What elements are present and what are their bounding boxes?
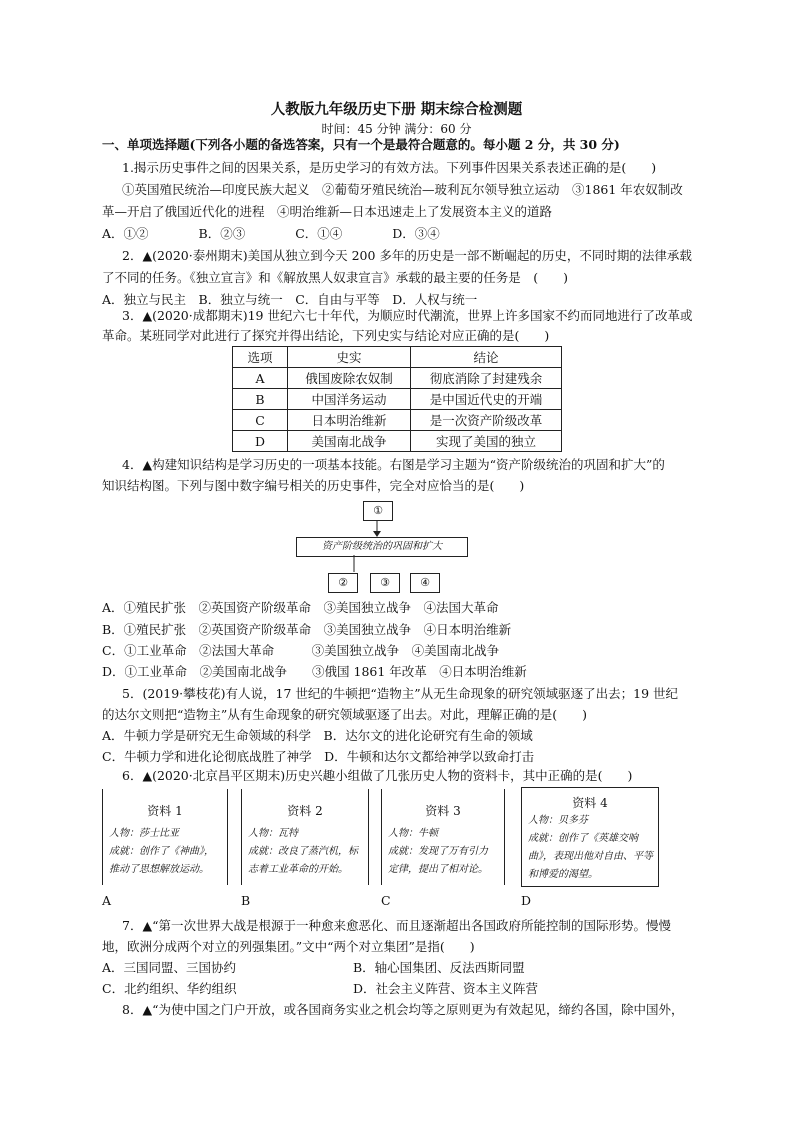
q3-line2: 革命。某班同学对此进行了探究并得出结论，下列史实与结论对应正确的是( ) — [102, 328, 550, 343]
card-line: 志着工业革命的开始。 — [248, 864, 348, 875]
card-line: 人物：莎士比亚 — [109, 828, 179, 839]
q8-stem: 8．▲“为使中国之门户开放，或各国商务实业之机会均等之原则更为有效起见，缔约各国，除中国外， — [122, 1002, 684, 1017]
q1-line3: 革—开启了俄国近代化的进程 ④明治维新—日本迅速走上了发展资本主义的道路 — [102, 204, 553, 219]
q1-options: A．①② B．②③ C．①④ D．③④ — [102, 226, 440, 241]
q4-stem: 4．▲构建知识结构是学习历史的一项基本技能。右图是学习主题为“资产阶级统治的巩固和扩大”的 — [122, 457, 665, 472]
table-cell: 美国南北战争 — [288, 431, 411, 452]
card-line: 成就：改良了蒸汽机，标 — [248, 846, 358, 857]
diagram-bottom-box: ④ — [410, 573, 440, 593]
table-cell: B — [233, 389, 288, 410]
table-cell: 彻底消除了封建残余 — [411, 368, 562, 389]
card-label: D — [521, 893, 532, 908]
card-title: 资料 3 — [425, 804, 461, 818]
card-line: 人物：牛顿 — [388, 828, 438, 839]
q7-option-d: D．社会主义阵营、资本主义阵营 — [353, 981, 539, 996]
card-line: 和博爱的渴望。 — [528, 869, 598, 880]
table-cell: 是中国近代史的开端 — [411, 389, 562, 410]
q3-stem: 3．▲(2020·成都期末)19 世纪六七十年代，为顺应时代潮流，世界上许多国家不约而同地进行了改革或 — [122, 308, 693, 323]
table-cell: 俄国废除农奴制 — [288, 368, 411, 389]
q4-option-a: A．①殖民扩张 ②英国资产阶级革命 ③美国独立战争 ④法国大革命 — [102, 600, 499, 615]
card-line: 推动了思想解放运动。 — [109, 864, 209, 875]
resource-card-3 — [381, 789, 505, 885]
card-line: 成就：创作了《英雄交响 — [528, 833, 638, 844]
table-header-cell: 结论 — [411, 347, 562, 368]
table-cell: C — [233, 410, 288, 431]
diagram-bottom-box: ② — [328, 573, 358, 593]
q2-line2: 了不同的任务。《独立宣言》和《解放黑人奴隶宣言》承载的最主要的任务是 ( ) — [102, 270, 569, 285]
q7-option-b: B．轴心国集团、反法西斯同盟 — [353, 960, 525, 975]
table-cell: A — [233, 368, 288, 389]
resource-card-2 — [241, 789, 369, 885]
section-heading: 一、单项选择题(下列各小题的备选答案，只有一个是最符合题意的。每小题 2 分，共 30 分) — [102, 137, 620, 152]
card-title: 资料 4 — [572, 796, 608, 810]
q4-option-c: C．①工业革命 ②法国大革命 ③美国独立战争 ④美国南北战争 — [102, 643, 500, 658]
q7-option-a: A．三国同盟、三国协约 — [102, 960, 237, 975]
card-label: A — [102, 893, 112, 908]
q1-stem: 1.揭示历史事件之间的因果关系，是历史学习的有效方法。下列事件因果关系表述正确的是( ) — [122, 160, 657, 175]
card-line: 成就：发现了万有引力 — [388, 846, 488, 857]
card-title: 资料 1 — [147, 804, 183, 818]
q5-options-cd: C．牛顿力学和进化论彻底战胜了神学 D．牛顿和达尔文都给神学以致命打击 — [102, 749, 535, 764]
q4-option-d: D．①工业革命 ②美国南北战争 ③俄国 1861 年改革 ④日本明治维新 — [102, 664, 527, 679]
card-title: 资料 2 — [287, 804, 323, 818]
table-cell: 日本明治维新 — [288, 410, 411, 431]
q6-stem: 6．▲(2020·北京昌平区期末)历史兴趣小组做了几张历史人物的资料卡，其中正确的是( ) — [122, 768, 633, 783]
exam-meta: 时间：45 分钟 满分：60 分 — [321, 122, 472, 136]
resource-card-4 — [521, 787, 659, 887]
q7-option-c: C．北约组织、华约组织 — [102, 981, 237, 996]
q4-line2: 知识结构图。下列与图中数字编号相关的历史事件，完全对应恰当的是( ) — [102, 478, 525, 493]
table-header-cell: 选项 — [233, 347, 288, 368]
card-line: 定律，提出了相对论。 — [388, 864, 488, 875]
q7-line2: 地，欧洲分成两个对立的列强集团。”文中“两个对立集团”是指( ) — [102, 939, 475, 954]
resource-card-1 — [102, 789, 228, 885]
q2-options: A．独立与民主 B．独立与统一 C．自由与平等 D．人权与统一 — [102, 292, 478, 307]
diagram-bottom-box: ③ — [370, 573, 400, 593]
q4-option-b: B．①殖民扩张 ②英国资产阶级革命 ③美国独立战争 ④日本明治维新 — [102, 622, 512, 637]
q5-stem: 5．(2019·攀枝花)有人说，17 世纪的牛顿把“造物主”从无生命现象的研究领域驱逐了出去；19 世纪 — [122, 686, 679, 701]
table-header-cell: 史实 — [288, 347, 411, 368]
card-line: 人物：瓦特 — [248, 828, 298, 839]
card-line: 人物：贝多芬 — [528, 815, 588, 826]
card-label: B — [241, 893, 251, 908]
card-line: 曲》，表现出他对自由、平等 — [528, 851, 653, 862]
diagram-middle-box: 资产阶级统治的巩固和扩大 — [296, 537, 468, 557]
card-label: C — [381, 893, 391, 908]
page-title: 人教版九年级历史下册 期末综合检测题 — [270, 101, 523, 118]
card-line: 成就：创作了《神曲》， — [109, 846, 214, 857]
table-cell: 是一次资产阶级改革 — [411, 410, 562, 431]
q5-line2: 的达尔文则把“造物主”从有生命现象的研究领域驱逐了出去。对此，理解正确的是( ) — [102, 707, 588, 722]
diagram-top-box: ① — [363, 501, 393, 521]
q5-options-ab: A．牛顿力学是研究无生命领域的科学 B．达尔文的进化论研究有生命的领域 — [102, 728, 533, 743]
table-cell: 中国洋务运动 — [288, 389, 411, 410]
table-cell: D — [233, 431, 288, 452]
table-cell: 实现了美国的独立 — [411, 431, 562, 452]
q2-stem: 2．▲(2020·泰州期末)美国从独立到今天 200 多年的历史是一部不断崛起的历史，不同时期的法律承载 — [122, 248, 692, 263]
q1-line2: ①英国殖民统治—印度民族大起义 ②葡萄牙殖民统治—玻利瓦尔领导独立运动 ③1861 年农奴制改 — [122, 182, 683, 197]
q7-stem: 7．▲“第一次世界大战是根源于一种愈来愈恶化、而且逐渐超出各国政府所能控制的国际形势。慢慢 — [122, 918, 671, 933]
